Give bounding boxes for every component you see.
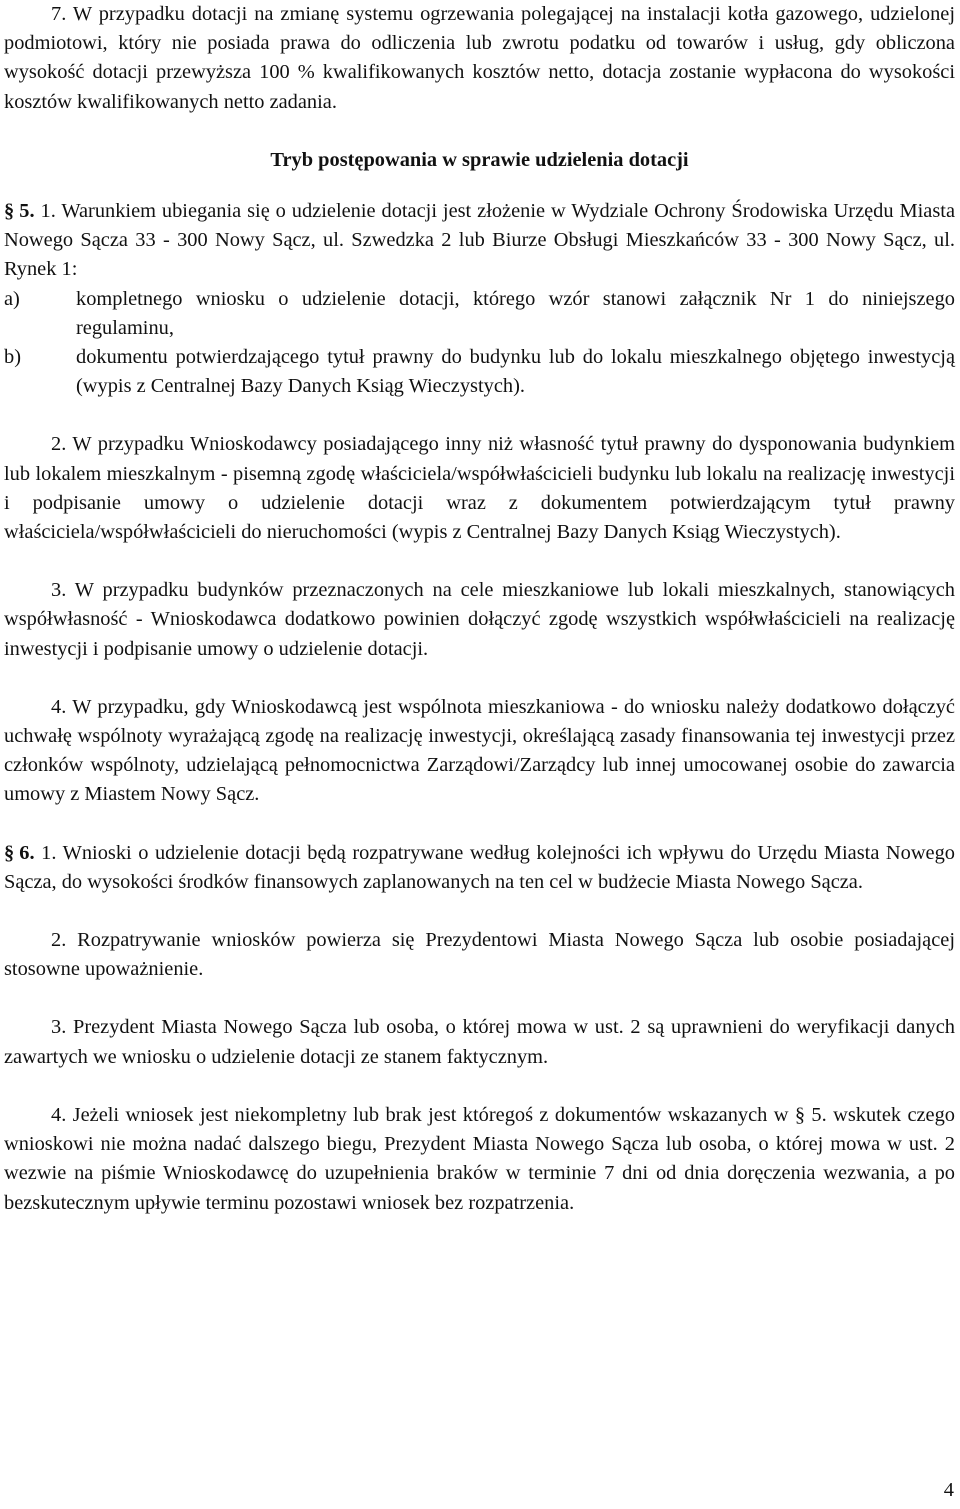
list-item-text: kompletnego wniosku o udzielenie dotacji, którego wzór stanowi załącznik Nr 1 do niniejszego regulaminu, (76, 287, 955, 339)
list-item (4, 343, 955, 401)
section-5-paragraph-4: 4. W przypadku, gdy Wnioskodawcą jest wspólnota mieszkaniowa - do wniosku należy dodatkowo dołączyć uchwałę wspólnoty wyrażającą zgodę na realizację inwestycji, określającą zasady finansowania tej inwestycji przez członków wspólnoty, udzielającą pełnomocnictwa Zarządowi/Zarządcy lub innej umocowanej osobie do zawarcia umowy z Miastem Nowy Sącz. (4, 695, 955, 806)
document-page (4, 0, 955, 1218)
section-5-paragraph-1-text: 1. Warunkiem ubiegania się o udzielenie dotacji jest złożenie w Wydziale Ochrony Środowiska Urzędu Miasta Nowego Sącza 33 - 300 Nowy Sącz, ul. Szwedzka 2 lub Biurze Obsługi Mieszkańców 33 - 300 Nowy Sącz, ul. Rynek 1: (4, 200, 955, 281)
section-6-paragraph-2: 2. Rozpatrywanie wniosków powierza się Prezydentowi Miasta Nowego Sącza lub osobie posiadającej stosowne upoważnienie. (4, 929, 955, 981)
section-6-paragraph-1 (4, 839, 955, 897)
page-number: 4 (943, 1479, 954, 1501)
list-item-letter: a) (4, 287, 20, 310)
section-5-requirements-list (4, 285, 955, 402)
section-5-paragraph-2: 2. W przypadku Wnioskodawcy posiadającego inny niż własność tytuł prawny do dysponowania budynkiem lub lokalem mieszkalnym - pisemną zgodę właściciela/współwłaścicieli budynku lub lokalu na realizację inwestycji i podpisanie umowy o udzielenie dotacji wraz z dokumentem potwierdzającym tytuł prawny właściciela/współwłaścicieli do nieruchomości (wypis z Centralnej Bazy Danych Ksiąg Wieczystych). (4, 433, 955, 544)
section-5-paragraph-1 (4, 197, 955, 285)
section-6-mark: § 6. (4, 841, 35, 864)
section-5-paragraph-3: 3. W przypadku budynków przeznaczonych na cele mieszkaniowe lub lokali mieszkalnych, stanowiących współwłasność - Wnioskodawca dodatkowo powinien dołączyć zgodę wszystkich współwłaścicieli na realizację inwestycji i podpisanie umowy o udzielenie dotacji. (4, 579, 955, 660)
list-item-letter: b) (4, 346, 21, 369)
paragraph-7: 7. W przypadku dotacji na zmianę systemu ogrzewania polegającej na instalacji kotła gazowego, udzielonej podmiotowi, który nie posiada prawa do odliczenia lub zwrotu podatku od towarów i usług, gdy obliczona wysokość dotacji przewyższa 100 % kwalifikowanych kosztów netto, dotacja zostanie wypłacona do wysokości kosztów kwalifikowanych netto zadania. (4, 3, 955, 113)
section-5-mark: § 5. (4, 200, 35, 223)
section-6-paragraph-4: 4. Jeżeli wniosek jest niekompletny lub brak jest któregoś z dokumentów wskazanych w § 5. wskutek czego wnioskowi nie można nadać dalszego biegu, Prezydent Miasta Nowego Sącza lub osoba, o której mowa w ust. 2 wezwie na piśmie Wnioskodawcę do uzupełnienia braków w terminie 7 dni od dnia doręczenia wezwania, a po bezskutecznym upływie terminu pozostawi wniosek bez rozpatrzenia. (4, 1103, 955, 1214)
section-6-paragraph-1-text: 1. Wnioski o udzielenie dotacji będą rozpatrywane według kolejności ich wpływu do Urzędu Miasta Nowego Sącza, do wysokości środków finansowych zaplanowanych na ten cel w budżecie Miasta Nowego Sącza. (4, 841, 955, 893)
list-item (4, 285, 955, 343)
list-item-text: dokumentu potwierdzającego tytuł prawny do budynku lub do lokalu mieszkalnego objętego inwestycją (wypis z Centralnej Bazy Danych Ksiąg Wieczystych). (76, 346, 955, 398)
section-heading: Tryb postępowania w sprawie udzielenia dotacji (270, 148, 689, 171)
section-6-paragraph-3: 3. Prezydent Miasta Nowego Sącza lub osoba, o której mowa w ust. 2 są uprawnieni do weryfikacji danych zawartych we wniosku o udzielenie dotacji ze stanem faktycznym. (4, 1016, 955, 1068)
